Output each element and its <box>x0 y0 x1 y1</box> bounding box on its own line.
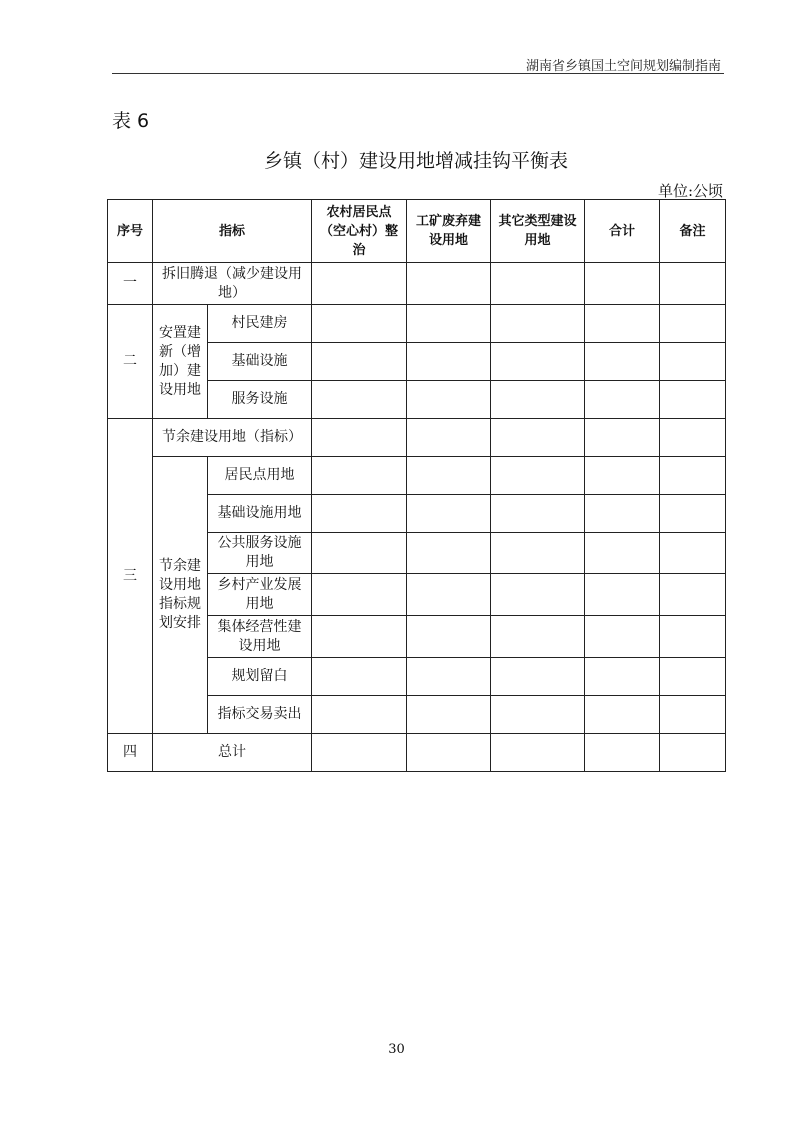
page-number: 30 <box>388 1042 405 1057</box>
data-cell <box>660 696 726 734</box>
table-title: 乡镇（村）建设用地增减挂钩平衡表 <box>263 150 568 172</box>
data-cell <box>407 263 491 305</box>
data-cell <box>407 696 491 734</box>
col-header-mining: 工矿废弃建设用地 <box>407 200 491 263</box>
data-cell <box>312 263 407 305</box>
data-cell <box>407 381 491 419</box>
data-cell <box>312 343 407 381</box>
row-label: 集体经营性建设用地 <box>208 616 312 658</box>
data-cell <box>407 343 491 381</box>
data-cell <box>491 574 585 616</box>
data-cell <box>585 305 660 343</box>
row-group-label: 安置建新（增加）建设用地 <box>153 305 208 419</box>
data-cell <box>660 263 726 305</box>
data-cell <box>660 381 726 419</box>
data-cell <box>312 696 407 734</box>
row-seq: 四 <box>108 734 153 772</box>
data-cell <box>585 263 660 305</box>
row-label: 居民点用地 <box>208 457 312 495</box>
data-cell <box>312 658 407 696</box>
data-cell <box>585 696 660 734</box>
data-cell <box>491 263 585 305</box>
unit-label: 单位:公顷 <box>657 182 723 200</box>
data-cell <box>660 574 726 616</box>
row-label: 规划留白 <box>208 658 312 696</box>
data-cell <box>407 734 491 772</box>
data-cell <box>407 574 491 616</box>
data-cell <box>312 419 407 457</box>
table-row <box>108 457 726 495</box>
col-header-other: 其它类型建设用地 <box>491 200 585 263</box>
table-row <box>108 263 726 305</box>
col-header-rural: 农村居民点（空心村）整治 <box>312 200 407 263</box>
data-cell <box>585 533 660 574</box>
data-cell <box>660 533 726 574</box>
data-cell <box>660 343 726 381</box>
data-cell <box>407 533 491 574</box>
data-cell <box>491 495 585 533</box>
col-header-remark: 备注 <box>660 200 726 263</box>
data-cell <box>312 495 407 533</box>
row-label: 基础设施 <box>208 343 312 381</box>
data-cell <box>312 734 407 772</box>
table-row <box>108 305 726 343</box>
data-cell <box>312 574 407 616</box>
data-cell <box>312 381 407 419</box>
data-cell <box>491 419 585 457</box>
table-number: 表 6 <box>112 110 150 132</box>
running-header: 湖南省乡镇国土空间规划编制指南 <box>525 59 721 74</box>
table-row <box>108 419 726 457</box>
table-row <box>108 734 726 772</box>
data-cell <box>491 696 585 734</box>
row-label: 村民建房 <box>208 305 312 343</box>
data-cell <box>660 658 726 696</box>
data-cell <box>312 305 407 343</box>
data-cell <box>491 457 585 495</box>
data-cell <box>491 343 585 381</box>
header-row <box>108 200 726 263</box>
data-cell <box>585 574 660 616</box>
col-header-seq: 序号 <box>108 200 153 263</box>
col-header-total: 合计 <box>585 200 660 263</box>
data-cell <box>585 495 660 533</box>
data-cell <box>312 533 407 574</box>
data-cell <box>491 658 585 696</box>
data-cell <box>585 658 660 696</box>
row-label: 节余建设用地（指标） <box>153 419 312 457</box>
data-cell <box>660 305 726 343</box>
col-header-indicator: 指标 <box>153 200 312 263</box>
row-label: 指标交易卖出 <box>208 696 312 734</box>
data-cell <box>407 419 491 457</box>
row-seq: 一 <box>108 263 153 305</box>
row-seq: 二 <box>108 305 153 419</box>
row-label: 基础设施用地 <box>208 495 312 533</box>
data-cell <box>660 616 726 658</box>
data-cell <box>660 457 726 495</box>
data-cell <box>491 533 585 574</box>
data-cell <box>312 457 407 495</box>
row-label: 乡村产业发展用地 <box>208 574 312 616</box>
data-cell <box>407 495 491 533</box>
data-cell <box>660 495 726 533</box>
data-cell <box>585 381 660 419</box>
data-cell <box>585 419 660 457</box>
data-cell <box>491 381 585 419</box>
row-label: 服务设施 <box>208 381 312 419</box>
data-cell <box>585 616 660 658</box>
header-rule <box>112 73 724 74</box>
row-label: 拆旧腾退（减少建设用地） <box>153 263 312 305</box>
data-cell <box>660 734 726 772</box>
data-cell <box>407 616 491 658</box>
row-label: 公共服务设施用地 <box>208 533 312 574</box>
data-cell <box>407 457 491 495</box>
data-cell <box>585 457 660 495</box>
row-seq: 三 <box>108 419 153 734</box>
data-cell <box>660 419 726 457</box>
data-cell <box>585 734 660 772</box>
data-cell <box>585 343 660 381</box>
data-cell <box>491 305 585 343</box>
data-cell <box>407 658 491 696</box>
balance-table <box>107 199 726 772</box>
row-label: 总计 <box>153 734 312 772</box>
row-group-label: 节余建设用地指标规划安排 <box>153 457 208 734</box>
data-cell <box>491 734 585 772</box>
data-cell <box>407 305 491 343</box>
data-cell <box>312 616 407 658</box>
data-cell <box>491 616 585 658</box>
